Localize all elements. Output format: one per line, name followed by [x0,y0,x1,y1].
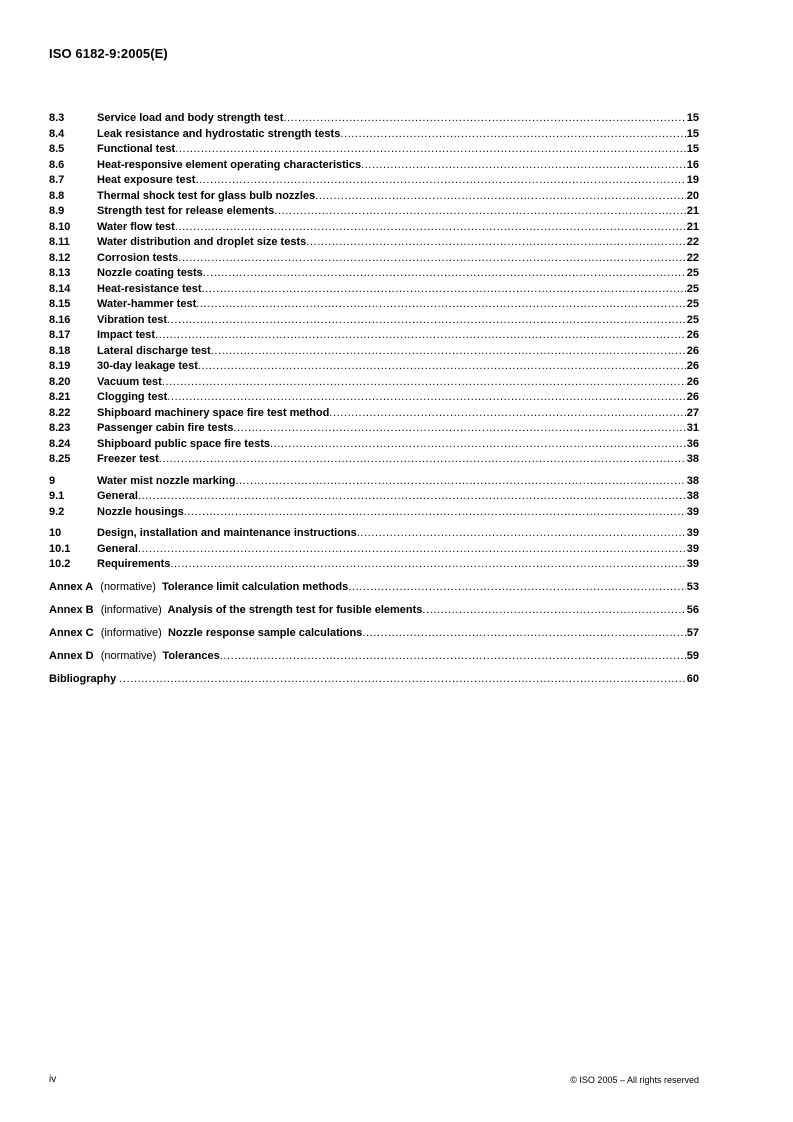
toc-entry-page: 39 [686,542,699,555]
toc-entry[interactable] [49,375,699,391]
toc-entry-number: 8.3 [49,112,65,124]
toc-leader-dots [167,390,685,406]
toc-entry-number: 10 [49,527,62,539]
toc-entry-number: 8.24 [49,437,71,450]
toc-entry-number: 8.15 [49,298,71,310]
toc-entry-title: Water flow test [97,220,175,233]
toc-entry-title: Functional test [97,143,176,155]
toc-entry-page: 15 [686,112,699,124]
toc-leader-dots [175,220,686,236]
toc-entry[interactable] [49,189,699,205]
toc-entry-title: Corrosion tests [97,251,179,264]
toc-entry-title: Clogging test [97,391,168,403]
toc-group [49,526,699,573]
toc-entry-title: Shipboard machinery space fire test method [97,406,330,419]
toc-entry-page: 31 [686,422,699,434]
toc-leader-dots [235,474,685,490]
toc-entry-title: Vacuum test [97,375,162,388]
toc-entry[interactable] [49,437,699,453]
toc-leader-dots [159,452,686,468]
annex-page: 53 [686,580,699,593]
toc-leader-dots [119,672,685,688]
toc-entry-title: Leak resistance and hydrostatic strength tests [97,127,341,140]
toc-leader-dots [211,344,686,360]
annex-title-wrap [94,649,220,665]
toc-entry[interactable] [49,344,699,360]
toc-entry-page: 20 [686,189,699,202]
toc-group [49,474,699,521]
annex-title: Tolerance limit calculation methods [162,580,349,593]
toc-entry-page: 22 [686,236,699,248]
toc-entry-number: 10.2 [49,558,71,570]
toc-bibliography-entry[interactable] [49,672,699,688]
toc-annex-entry[interactable] [49,649,699,665]
toc-entry-page: 39 [686,558,699,570]
toc-entry[interactable] [49,526,699,542]
toc-entry-page: 26 [686,360,699,372]
toc-leader-dots [340,127,685,143]
toc-leader-dots [357,526,686,542]
toc-leader-dots [362,626,685,642]
toc-entry[interactable] [49,266,699,282]
toc-entry[interactable] [49,313,699,329]
toc-entry-page: 15 [686,127,699,140]
page-number: iv [49,1074,57,1085]
annex-title: Nozzle response sample calculations [167,626,363,639]
toc-entry-number: 8.6 [49,158,65,171]
toc-entry-number: 8.4 [49,127,65,140]
toc-entry[interactable] [49,220,699,236]
annex-type: (normative) [100,649,157,662]
toc-entry-number: 8.5 [49,143,65,155]
toc-entry[interactable] [49,474,699,490]
toc-entry-page: 38 [686,490,699,502]
toc-leader-dots [315,189,686,205]
toc-entry-title: Shipboard public space fire tests [97,437,270,450]
toc-leader-dots [274,204,685,220]
toc-entry-number: 8.22 [49,406,71,419]
toc-entry-page: 25 [686,313,699,326]
toc-entry-number: 8.14 [49,282,71,295]
toc-leader-dots [283,111,685,127]
toc-entry-page: 15 [686,143,699,155]
toc-leader-dots [422,603,685,619]
toc-entry-title: Passenger cabin fire tests [97,422,234,434]
toc-entry-page: 19 [686,174,699,186]
toc-leader-dots [138,542,686,558]
toc-leader-dots [178,251,685,267]
toc-leader-dots [361,158,686,174]
toc-entry[interactable] [49,452,699,468]
toc-entry-title: 30-day leakage test [97,360,198,372]
toc-annex-entry[interactable] [49,603,699,619]
toc-entry-title: Requirements [97,558,171,570]
bibliography-page: 60 [686,672,699,685]
toc-entry[interactable] [49,390,699,406]
toc-entry-page: 36 [686,437,699,450]
toc-entry-number: 8.20 [49,375,71,388]
toc-leader-dots [329,406,685,422]
toc-entry-number: 8.17 [49,329,71,341]
toc-entry-page: 39 [686,505,699,518]
toc-entry[interactable] [49,235,699,251]
toc-leader-dots [203,266,686,282]
annex-title-wrap [94,603,423,619]
toc-entry-page: 26 [686,329,699,341]
toc-entry-number: 8.18 [49,344,71,357]
toc-leader-dots [270,437,686,453]
toc-entry-number: 8.10 [49,220,71,233]
toc-entry-title: Water distribution and droplet size tests [97,236,307,248]
toc-leader-dots [202,282,686,298]
annex-page: 57 [686,626,699,639]
annex-type: (informative) [100,603,162,616]
toc-entry-number: 8.19 [49,360,71,372]
toc-leader-dots [196,297,686,313]
toc-annex-entry[interactable] [49,626,699,642]
toc-entry-title: Lateral discharge test [97,344,211,357]
toc-entry[interactable] [49,111,699,127]
annex-type: (informative) [100,626,162,639]
toc-annex-entry[interactable] [49,580,699,596]
toc-entry-title: Design, installation and maintenance instructions [97,527,357,539]
toc-entry[interactable] [49,158,699,174]
toc-entry-number: 9 [49,474,56,487]
table-of-contents [49,111,699,688]
toc-entry-title: General [97,490,138,502]
toc-leader-dots [220,649,686,665]
toc-entry-title: Thermal shock test for glass bulb nozzles [97,189,316,202]
toc-leader-dots [175,142,686,158]
annex-label: Annex D [49,649,94,662]
toc-entry-number: 8.9 [49,205,65,217]
annex-title-wrap [93,580,348,596]
annex-title: Tolerances [162,649,220,662]
toc-entry[interactable] [49,359,699,375]
toc-entry-page: 26 [686,391,699,403]
toc-entry[interactable] [49,127,699,143]
toc-entry-title: Water-hammer test [97,298,197,310]
toc-entry-page: 38 [686,474,699,487]
toc-entry-number: 9.2 [49,505,65,518]
annex-type: (normative) [100,580,156,593]
copyright-notice: © ISO 2005 – All rights reserved [570,1075,699,1085]
toc-entry-number: 8.7 [49,174,65,186]
toc-entry-page: 21 [686,220,699,233]
toc-group [49,111,699,468]
toc-leader-dots [306,235,686,251]
toc-entry-title: Nozzle housings [97,505,184,518]
toc-entry-title: Heat-resistance test [97,282,202,295]
toc-entry-title: Freezer test [97,453,159,465]
toc-entry-title: Heat-responsive element operating characteristics [97,158,362,171]
toc-leader-dots [138,489,686,505]
toc-entry-number: 8.11 [49,236,70,248]
toc-entry-title: Strength test for release elements [97,205,275,217]
annex-title-wrap [94,626,363,642]
annex-label: Annex C [49,626,94,639]
toc-entry-number: 8.23 [49,422,71,434]
toc-leader-dots [155,328,686,344]
toc-entry-title: Water mist nozzle marking [97,474,236,487]
toc-entry[interactable] [49,142,699,158]
toc-entry[interactable] [49,282,699,298]
toc-entry-page: 22 [686,251,699,264]
toc-entry-title: Service load and body strength test [97,112,284,124]
toc-leader-dots [184,505,686,521]
toc-entry-page: 39 [686,527,699,539]
toc-entry[interactable] [49,173,699,189]
toc-entry-number: 8.13 [49,267,71,279]
toc-entry-page: 27 [686,406,699,419]
toc-leader-dots [170,557,685,573]
toc-entry-page: 25 [686,267,699,279]
toc-entry-title: Impact test [97,329,156,341]
toc-leader-dots [233,421,685,437]
annex-page: 59 [686,649,699,662]
toc-entry-number: 8.12 [49,251,71,264]
document-id: ISO 6182-9:2005(E) [49,46,168,61]
toc-entry-number: 8.25 [49,453,71,465]
toc-entry[interactable] [49,406,699,422]
toc-entry-number: 9.1 [49,490,65,502]
toc-entry-page: 26 [686,375,699,388]
toc-entry-page: 25 [686,298,699,310]
toc-entry[interactable] [49,489,699,505]
toc-entry-page: 16 [686,158,699,171]
toc-leader-dots [348,580,685,596]
toc-entry-number: 8.16 [49,313,71,326]
annex-title: Analysis of the strength test for fusible elements [167,603,423,616]
toc-entry-page: 21 [686,205,699,217]
toc-entry-page: 25 [686,282,699,295]
annex-label: Annex A [49,580,94,593]
annex-label: Annex B [49,603,94,616]
toc-entry[interactable] [49,204,699,220]
bibliography-title: Bibliography [49,672,117,685]
toc-entry[interactable] [49,542,699,558]
toc-entry-number: 8.8 [49,189,65,202]
toc-entry[interactable] [49,557,699,573]
toc-entry-number: 8.21 [49,391,71,403]
toc-entry-number: 10.1 [49,542,71,555]
toc-leader-dots [167,313,686,329]
toc-entry[interactable] [49,297,699,313]
annex-page: 56 [686,603,699,616]
toc-entry[interactable] [49,251,699,267]
toc-entry-page: 38 [686,453,699,465]
toc-entry[interactable] [49,328,699,344]
toc-entry-title: Vibration test [97,313,168,326]
toc-leader-dots [195,173,685,189]
toc-leader-dots [162,375,686,391]
toc-entry[interactable] [49,421,699,437]
toc-entry-title: General [97,542,138,555]
toc-entry-page: 26 [686,344,699,357]
toc-entry-title: Heat exposure test [97,174,196,186]
toc-leader-dots [198,359,686,375]
toc-entry[interactable] [49,505,699,521]
toc-entry-title: Nozzle coating tests [97,267,203,279]
